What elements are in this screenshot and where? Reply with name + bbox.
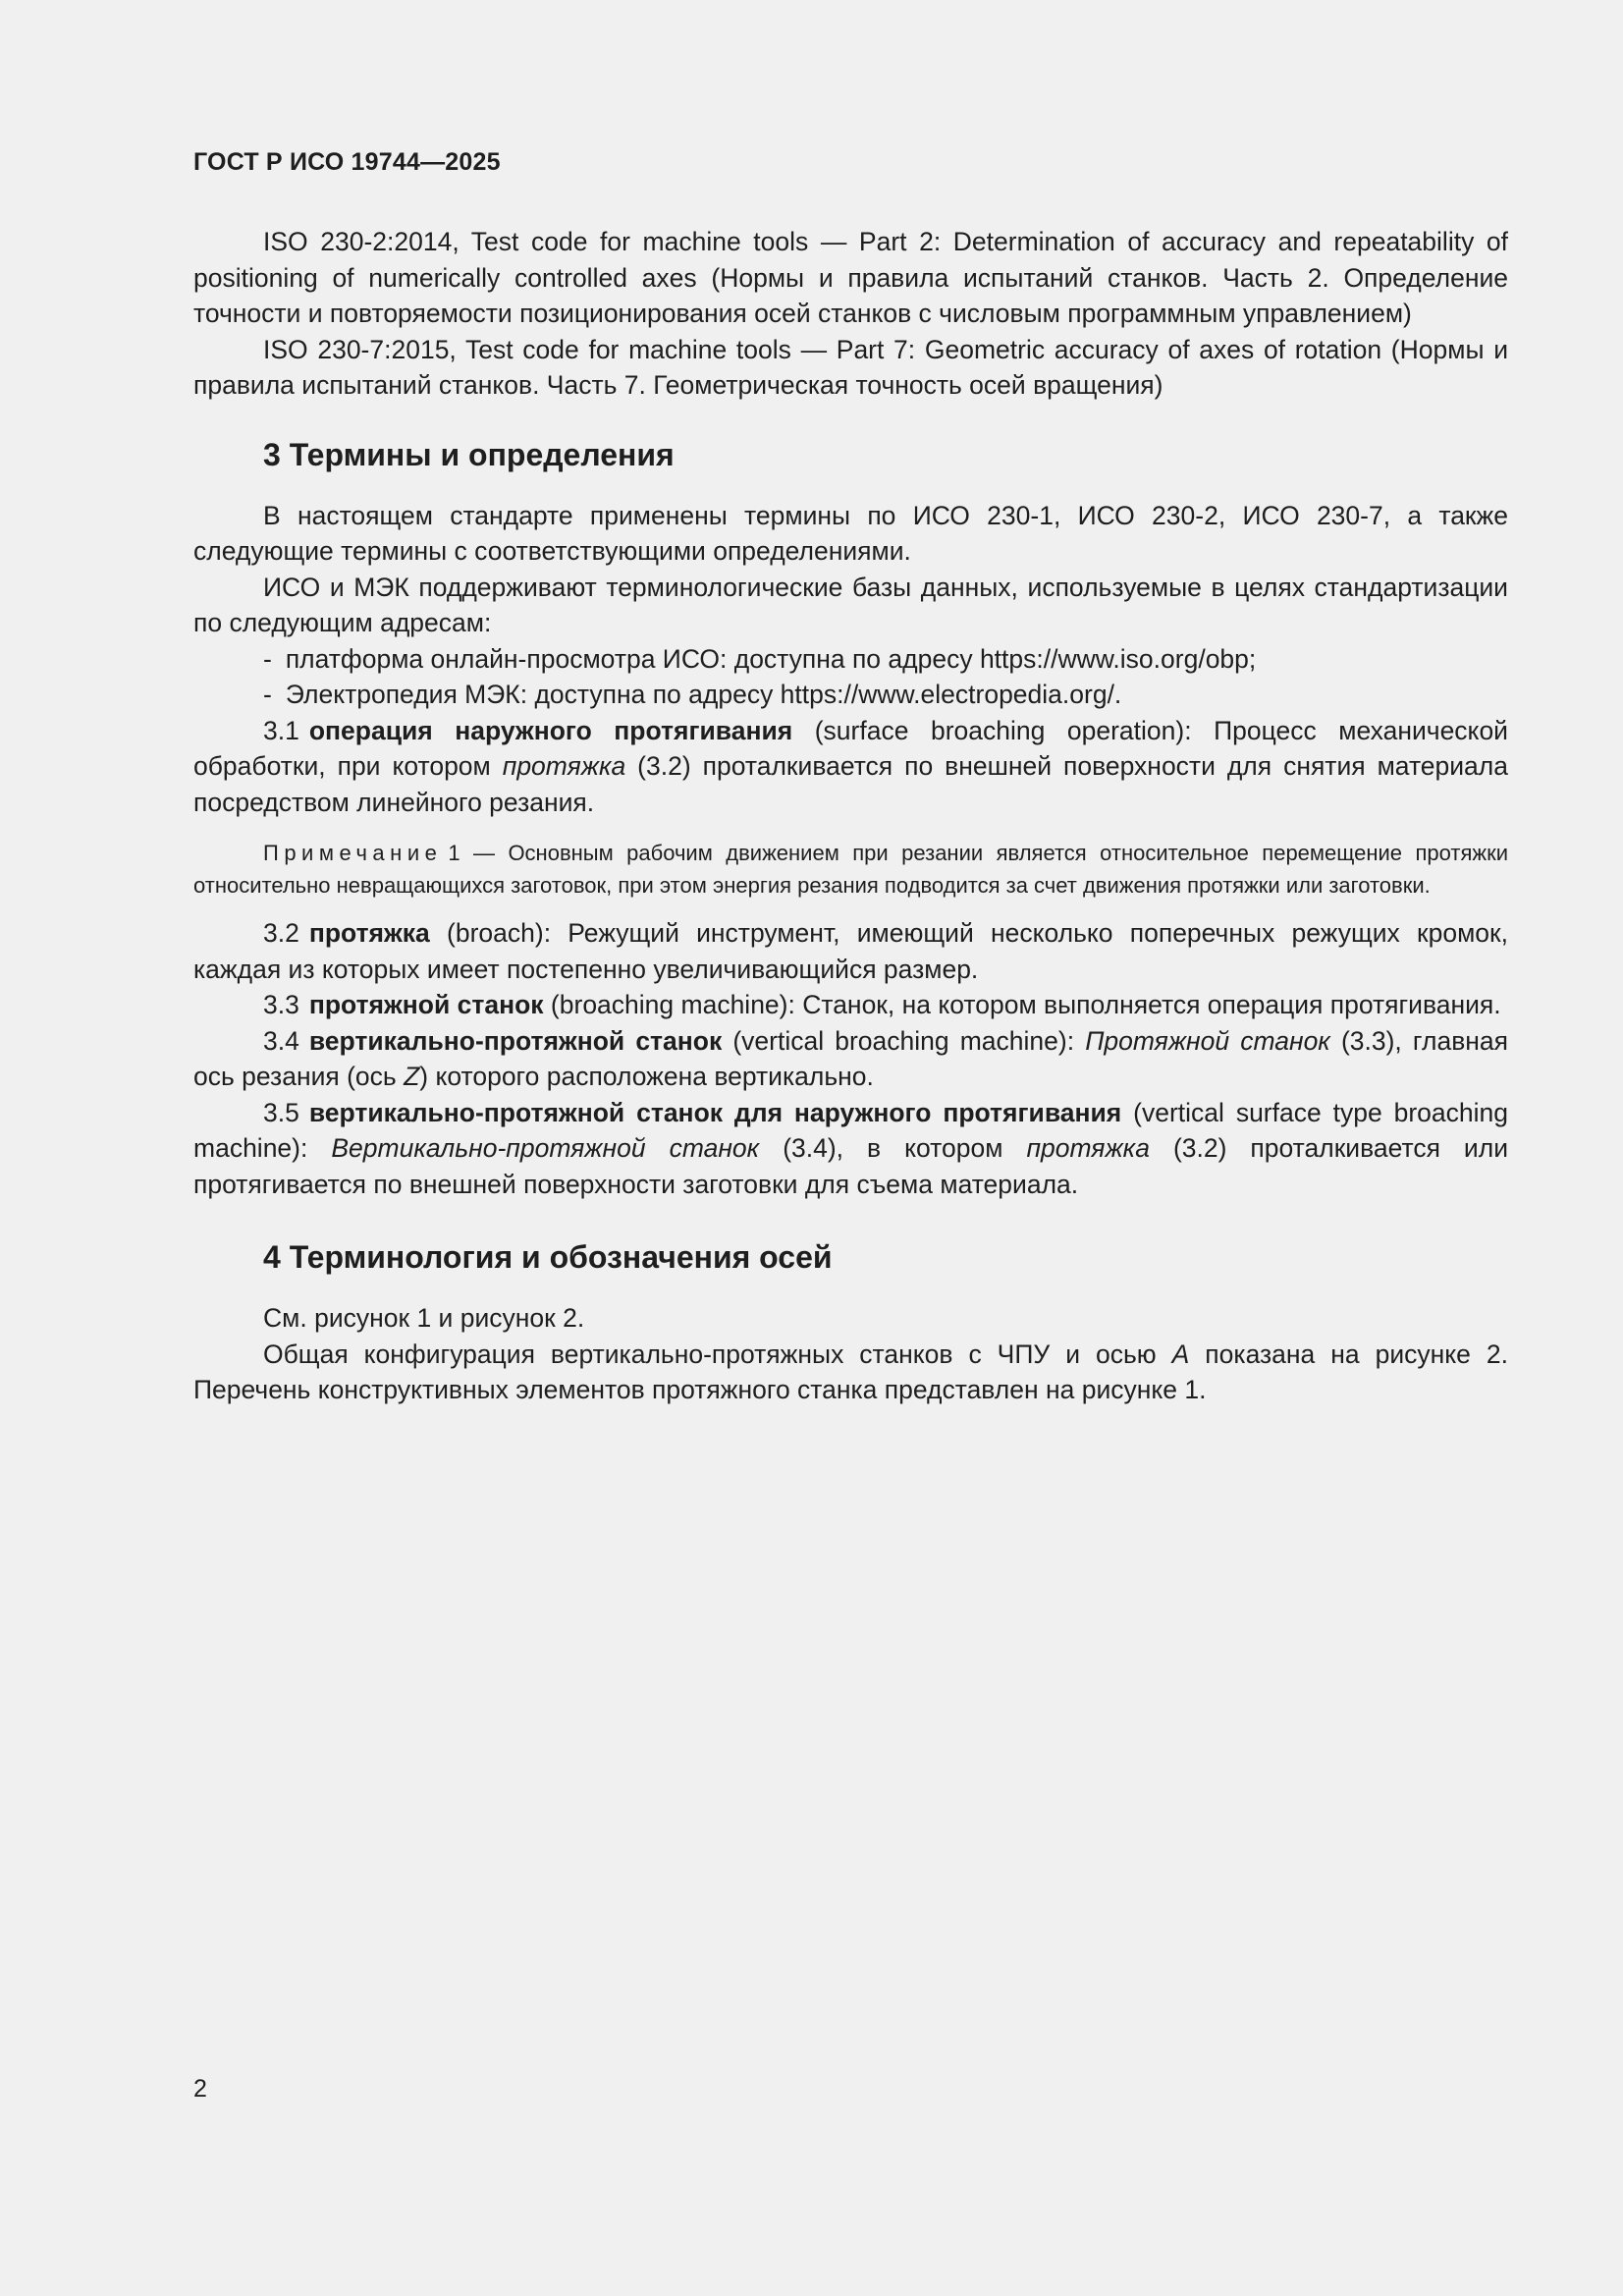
paragraph: ИСО и МЭК поддерживают терминологические базы данных, используемые в целях стандартизации по следующим адресам: — [193, 572, 1508, 637]
reference-item — [193, 224, 1508, 332]
paragraph: Общая конфигурация вертикально-протяжных станков с ЧПУ и осью A показана на рисунке 2. Перечень конструктивных элементов протяжного станка представлен на рисунке 1. — [193, 1339, 1508, 1404]
reference-code: ISO 230-2:2014, — [263, 227, 460, 256]
reference-item — [193, 332, 1508, 404]
term-name: операция наружного протягивания — [308, 715, 793, 745]
term-number: 3.2 — [263, 918, 299, 948]
term-definition: 3.1 операция наружного протягивания (surface broaching operation): Процесс механической обработки, при котором протяжка (3.2) проталкивается по внешней поверхности для снятия материала посредством линейного резания. — [193, 715, 1508, 817]
term-name: протяжной станок — [308, 990, 544, 1019]
term-definition: 3.2 протяжка (broach): Режущий инструмент, имеющий несколько поперечных режущих кромок, каждая из которых имеет постепенно увеличивающийся размер. — [193, 918, 1508, 984]
paragraph: В настоящем стандарте применены термины по ИСО 230-1, ИСО 230-2, ИСО 230-7, а также следующие термины с соответствующими определениями. — [193, 500, 1508, 566]
list-item-text: Электропедия МЭК: доступна по адресу https://www.electropedia.org/. — [285, 680, 1122, 709]
page-number: 2 — [193, 2075, 207, 2103]
term-definition: 3.3 протяжной станок (broaching machine): Станок, на котором выполняется операция протягивания. — [263, 990, 1501, 1019]
term-name: вертикально-протяжной станок для наружного протягивания — [308, 1097, 1122, 1127]
term-name: вертикально-протяжной станок — [308, 1025, 723, 1056]
term-number: 3.4 — [263, 1025, 299, 1056]
note — [193, 837, 1508, 902]
term-definition: 3.5 вертикально-протяжной станок для наружного протягивания (vertical surface type broaching machine): Вертикально-протяжной станок (3.4), в котором протяжка (3.2) проталкивается или протягивается по внешней поверхности заготовки для съема материала. — [193, 1097, 1508, 1199]
section-heading: 4 Терминология и обозначения осей — [263, 1239, 833, 1275]
term-number: 3.5 — [263, 1097, 299, 1127]
term-name: протяжка — [308, 918, 430, 948]
document-header: ГОСТ Р ИСО 19744—2025 — [193, 148, 501, 176]
term-definition: 3.4 вертикально-протяжной станок (vertical broaching machine): Протяжной станок (3.3), главная ось резания (ось Z) которого расположена вертикально. — [193, 1025, 1508, 1091]
note-number: 1 — — [448, 841, 496, 865]
section-heading: 3 Термины и определения — [263, 436, 675, 472]
reference-code: ISO 230-7:2015, — [263, 334, 457, 364]
term-number: 3.3 — [263, 990, 299, 1019]
list-item: - платформа онлайн-просмотра ИСО: доступна по адресу https://www.iso.org/obp; — [263, 643, 1257, 674]
reference-text: Test code for machine tools — Part 2: Determination of accuracy and repeatability of positioning of numerically controlled axes (Нормы и правила испытаний станков. Часть 2. Определение точности и повторяемости позиционирования осей станков с числовым программным управлением) — [193, 227, 1508, 328]
note-text: Основным рабочим движением при резании является относительное перемещение протяжки относительно невращающихся заготовок, при этом энергия резания подводится за счет движения протяжки или заготовки. — [193, 841, 1508, 898]
paragraph: См. рисунок 1 и рисунок 2. — [263, 1303, 585, 1333]
list-item-text: платформа онлайн-просмотра ИСО: доступна по адресу https://www.iso.org/obp; — [285, 643, 1257, 674]
document-body — [193, 224, 1508, 1408]
list-item: - Электропедия МЭК: доступна по адресу https://www.electropedia.org/. — [263, 680, 1122, 709]
note-label: Примечание — [263, 841, 443, 865]
term-number: 3.1 — [263, 715, 299, 745]
reference-text: Test code for machine tools — Part 7: Geometric accuracy of axes of rotation (Нормы и правила испытаний станков. Часть 7. Геометрическая точность осей вращения) — [193, 334, 1509, 400]
